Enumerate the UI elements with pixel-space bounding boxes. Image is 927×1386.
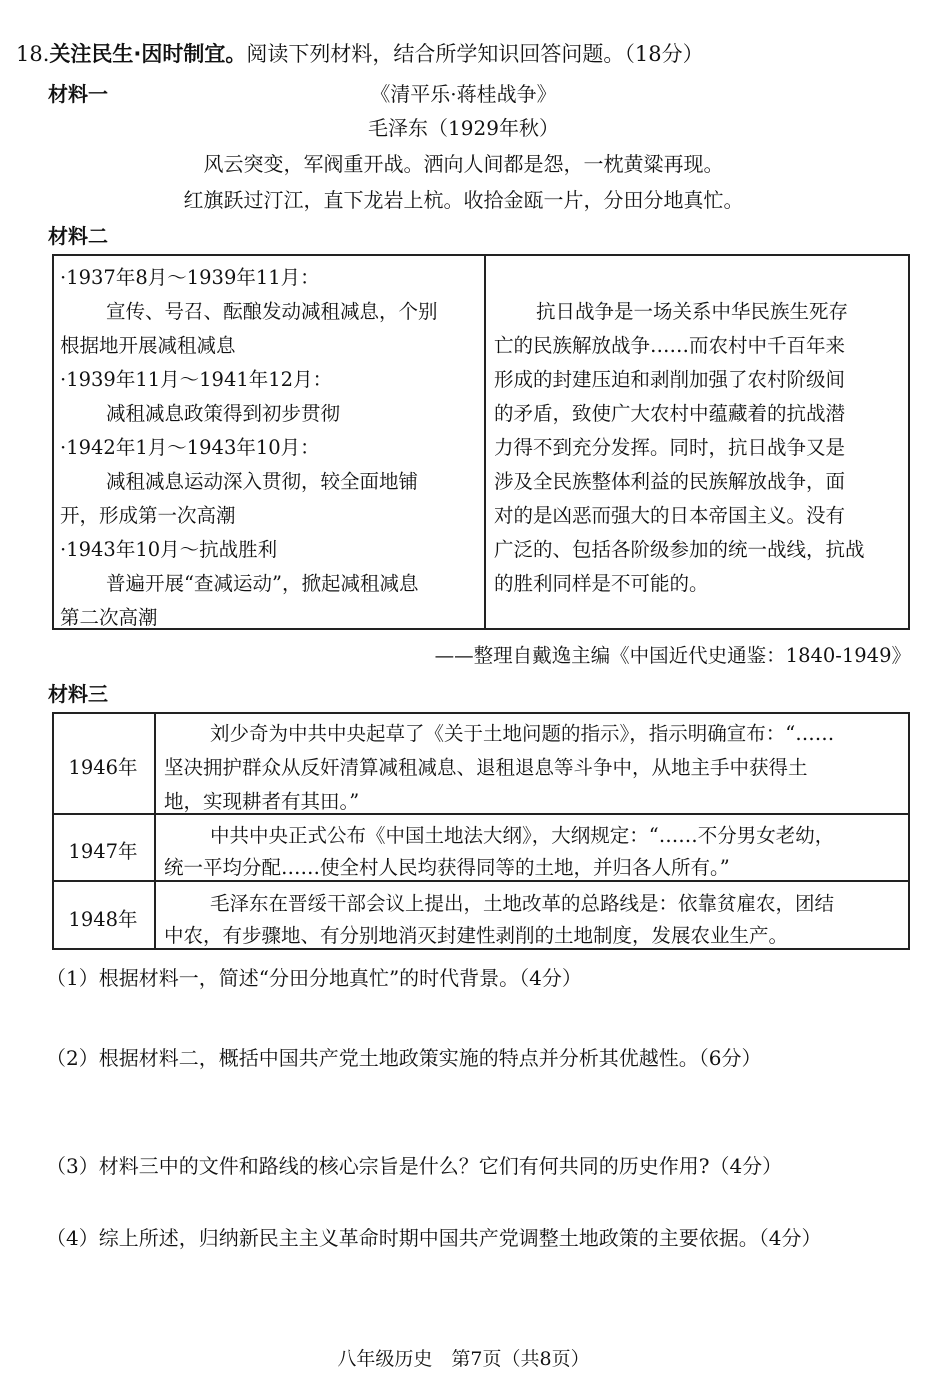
- m2-left-line: 普遍开展“查减运动”，掀起减租减息: [106, 572, 419, 595]
- question-topic: 关注民生·因时制宜。: [49, 42, 247, 66]
- m2-left-line: ·1943年10月～抗战胜利: [60, 538, 278, 561]
- m3-row-line: 地，实现耕者有其田。”: [164, 790, 360, 813]
- question-instruction: 阅读下列材料，结合所学知识回答问题。（18分）: [246, 42, 704, 66]
- m2-right-line: 亡的民族解放战争……而农村中千百年来: [494, 334, 846, 357]
- subquestion-1: （1）根据材料一，简述“分田分地真忙”的时代背景。（4分）: [46, 966, 582, 990]
- m2-left-line: 根据地开展减租减息: [60, 334, 236, 357]
- material3-row-divider: [52, 880, 910, 882]
- poem-title: 《清平乐·蒋桂战争》: [370, 82, 557, 106]
- m3-row-line: 中共中央正式公布《中国土地法大纲》，大纲规定：“……不分男女老幼，: [210, 824, 835, 847]
- m2-right-line: 力得不到充分发挥。同时，抗日战争又是: [494, 436, 846, 459]
- material2-divider: [484, 254, 486, 630]
- material1-label: 材料一: [48, 82, 108, 106]
- m2-right-line: 的矛盾，致使广大农村中蕴藏着的抗战潜: [494, 402, 846, 425]
- m2-left-line: 第二次高潮: [60, 606, 158, 629]
- subquestion-2: （2）根据材料二，概括中国共产党土地政策实施的特点并分析其优越性。（6分）: [46, 1046, 762, 1070]
- m2-left-line: ·1937年8月～1939年11月：: [60, 266, 320, 289]
- poem-line: 风云突变，军阀重开战。洒向人间都是怨，一枕黄粱再现。: [203, 152, 724, 176]
- m2-left-line: 宣传、号召、酝酿发动减租减息，个别: [106, 300, 438, 323]
- m3-row-line: 毛泽东在晋绥干部会议上提出，土地改革的总路线是：依靠贫雇农，团结: [210, 892, 835, 915]
- m2-left-line: 减租减息运动深入贯彻，较全面地铺: [106, 470, 419, 493]
- poem-author: 毛泽东（1929年秋）: [368, 116, 559, 140]
- poem-line: 红旗跃过汀江，直下龙岩上杭。收拾金瓯一片，分田分地真忙。: [183, 188, 744, 212]
- m2-left-line: 减租减息政策得到初步贯彻: [106, 402, 341, 425]
- m2-right-line: 形成的封建压迫和剥削加强了农村阶级间: [494, 368, 846, 391]
- material2-label: 材料二: [48, 224, 108, 248]
- material3-label: 材料三: [48, 682, 108, 706]
- m3-row-line: 刘少奇为中共中央起草了《关于土地问题的指示》，指示明确宣布：“……: [210, 722, 835, 745]
- m3-row-line: 中农，有步骤地、有分别地消灭封建性剥削的土地制度，发展农业生产。: [164, 924, 789, 947]
- m2-left-line: 开，形成第一次高潮: [60, 504, 236, 527]
- m2-right-line: 涉及全民族整体利益的民族解放战争，面: [494, 470, 846, 493]
- question-number: 18.: [16, 42, 50, 66]
- m2-right-line: 广泛的、包括各阶级参加的统一战线，抗战: [494, 538, 865, 561]
- m2-right-line: 抗日战争是一场关系中华民族生死存: [536, 300, 849, 323]
- m3-year-1947: 1947年: [68, 840, 138, 863]
- subquestion-4: （4）综上所述，归纳新民主主义革命时期中国共产党调整土地政策的主要依据。（4分）: [46, 1226, 822, 1250]
- question-heading: [16, 38, 704, 68]
- m3-row-line: 统一平均分配……使全村人民均获得同等的土地，并归各人所有。”: [164, 856, 730, 879]
- m3-row-line: 坚决拥护群众从反奸清算减租减息、退租退息等斗争中，从地主手中获得土: [164, 756, 808, 779]
- page-footer: 八年级历史 第7页（共8页）: [337, 1348, 590, 1370]
- m3-year-1946: 1946年: [68, 756, 138, 779]
- material2-source: ——整理自戴逸主编《中国近代史通鉴：1840-1949》: [434, 644, 911, 667]
- m2-left-line: ·1942年1月～1943年10月：: [60, 436, 320, 459]
- m2-right-line: 的胜利同样是不可能的。: [494, 572, 709, 595]
- material3-divider: [154, 712, 156, 950]
- m2-left-line: ·1939年11月～1941年12月：: [60, 368, 333, 391]
- subquestion-3: （3）材料三中的文件和路线的核心宗旨是什么？它们有何共同的历史作用?（4分）: [46, 1154, 783, 1178]
- m3-year-1948: 1948年: [68, 908, 138, 931]
- m2-right-line: 对的是凶恶而强大的日本帝国主义。没有: [494, 504, 846, 527]
